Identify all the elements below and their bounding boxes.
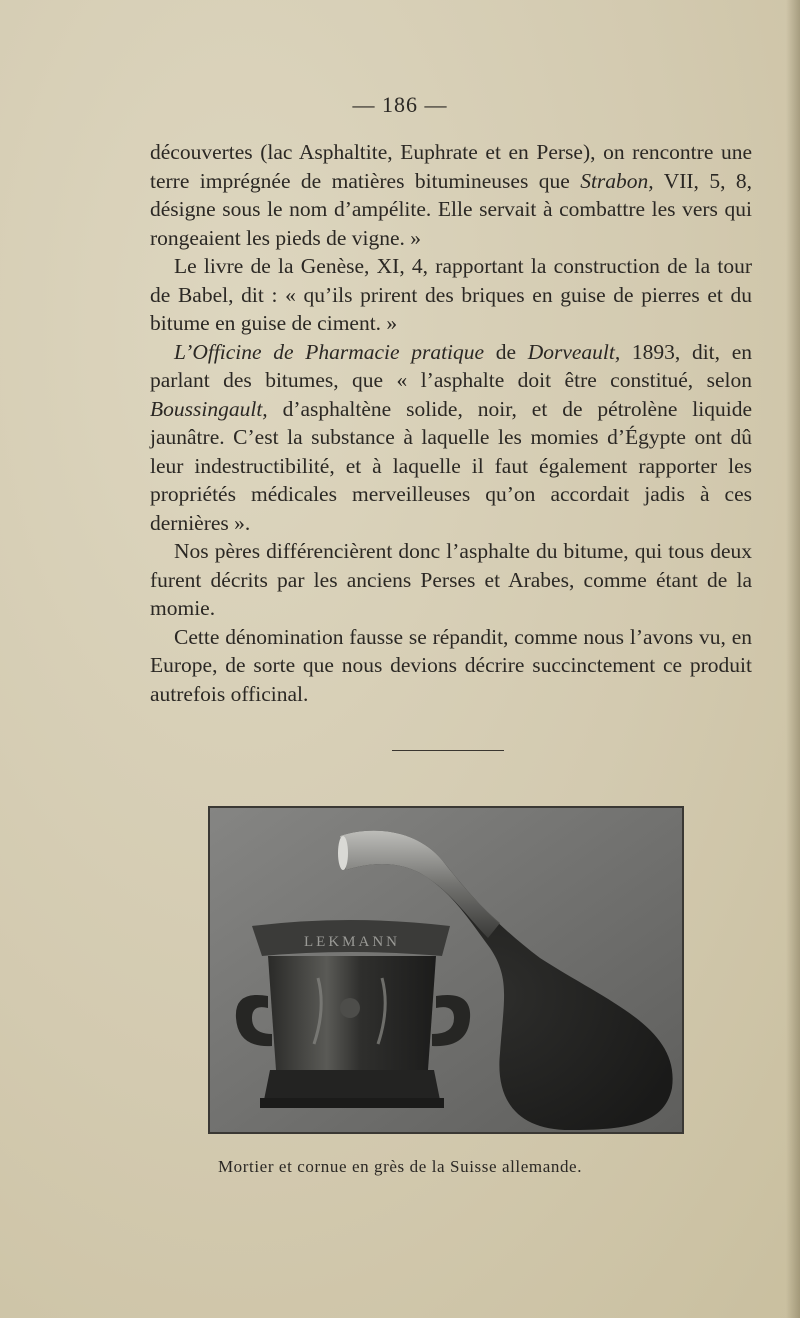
figure-caption: Mortier et cornue en grès de la Suisse allemande. — [217, 1157, 583, 1176]
paragraph: Nos pères différencièrent donc l’asphalte du bitume, qui tous deux furent décrits par les anciens Perses et Arabes, comme étant de la momie. — [150, 539, 752, 620]
paragraph: Cette dénomination fausse se répandit, comme nous l’avons vu, en Europe, de sorte que nous devions décrire succinctement ce produit autrefois officinal. — [150, 624, 752, 706]
photo-mortar-and-retort — [208, 806, 684, 1134]
body-text — [150, 138, 752, 708]
italic-reference: Boussingault, — [150, 396, 268, 421]
photo-illustration — [210, 808, 682, 1132]
page-number: — 186 — — [352, 92, 448, 117]
italic-reference: L’Officine de Pharmacie pratique — [174, 339, 485, 364]
italic-reference: Dorveault, — [527, 339, 621, 364]
paragraph: découvertes (lac Asphaltite, Euphrate et en Perse), on rencontre une terre imprégnée de matières bitumineuses que Strabon, VII, 5, 8, désigne sous le nom d’ampélite. Elle servait à combattre les vers qui rongeaient les pieds de vigne. » — [150, 140, 752, 250]
mortar-inscription: LEKMANN — [304, 934, 400, 950]
italic-reference: Strabon, — [580, 168, 654, 193]
paragraph: Le livre de la Genèse, XI, 4, rapportant la construction de la tour de Babel, dit : « qu’ils prirent des briques en guise de pierres et du bitume en guise de ciment. » — [150, 254, 752, 335]
page-edge-shadow — [786, 0, 800, 1318]
section-separator — [392, 750, 504, 751]
paragraph: L’Officine de Pharmacie pratique de Dorveault, 1893, dit, en parlant des bitumes, que « l’asphalte doit être constitué, selon Boussingault, d’asphaltène solide, noir, et de pétrolène liquide jaunâtre. C’est la substance à laquelle les momies d’Égypte ont dû leur indestructibilité, et à laquelle il faut également rapporter les propriétés médicales merveilleuses qu’on accordait jadis à ces dernières ». — [150, 339, 752, 535]
